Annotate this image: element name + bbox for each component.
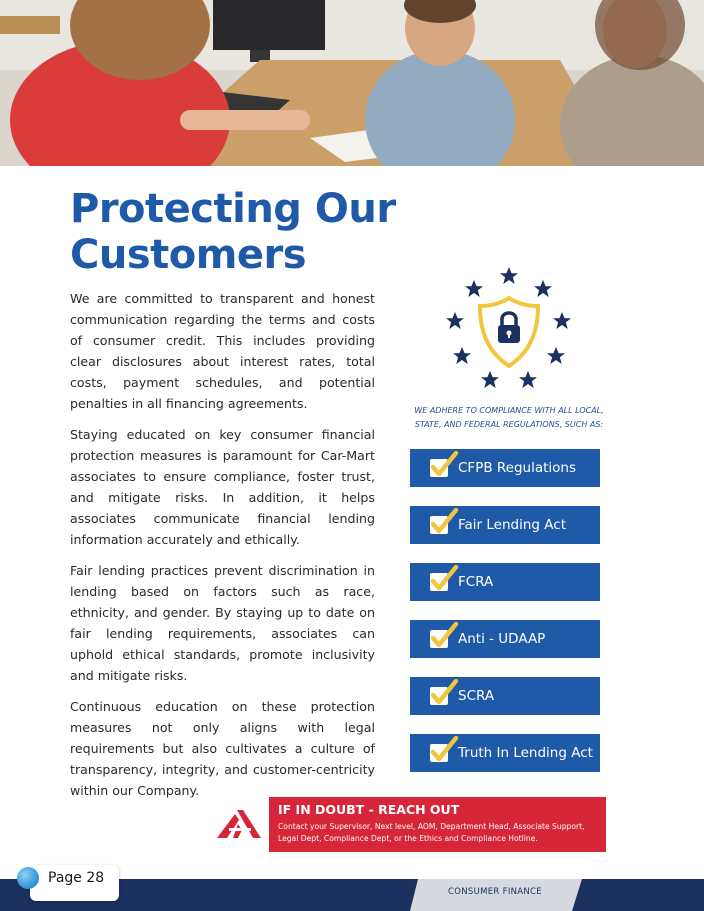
- compliance-heading-line2: STATE, AND FEDERAL REGULATIONS, SUCH AS:: [414, 420, 604, 429]
- paragraph: Fair lending practices prevent discrimination in lending based on factors such as race, ethnicity, and gender. By staying up to date on fair lending requirements, associates can uphold ethical standards, promote inclusivity and mitigate risks.: [70, 563, 375, 683]
- checkbox-check-icon: [427, 622, 459, 654]
- paragraph: Continuous education on these protection measures not only aligns with legal requirements but also cultivates a culture of transparency, integrity, and customer-centricity within our Company.: [70, 699, 375, 798]
- reach-out-text: Contact your Supervisor, Next level, AOM, Department Head, Associate Support, Legal Dept, Compliance Dept, or the Ethics and Compliance Hotline.: [278, 822, 585, 843]
- checkbox-check-icon: [427, 736, 459, 768]
- footer-section-label: CONSUMER FINANCE: [448, 887, 542, 897]
- shield-lock-stars-icon: [440, 262, 578, 394]
- regulation-item: [410, 677, 600, 715]
- paragraph: We are committed to transparent and honest communication regarding the terms and costs of consumer credit. This includes providing clear disclosures about interest rates, total costs, payment schedules, and potential penalties in all financing agreements.: [70, 291, 375, 411]
- regulation-item: [410, 449, 600, 487]
- page-title-line1: Protecting Our: [70, 186, 396, 232]
- regulation-label: Truth In Lending Act: [458, 745, 593, 761]
- regulation-label: FCRA: [458, 574, 494, 590]
- regulation-label: Fair Lending Act: [458, 517, 566, 533]
- page-title-line2: Customers: [70, 232, 307, 278]
- checkbox-check-icon: [427, 679, 459, 711]
- compliance-heading: [414, 404, 604, 432]
- regulation-item: [410, 563, 600, 601]
- regulation-item: [410, 506, 600, 544]
- page-dot-icon: [17, 867, 39, 889]
- body-text: [70, 288, 375, 811]
- checkbox-check-icon: [427, 451, 459, 483]
- compliance-heading-line1: WE ADHERE TO COMPLIANCE WITH ALL LOCAL,: [414, 406, 604, 415]
- regulation-item: [410, 620, 600, 658]
- page-number: Page 28: [48, 870, 105, 886]
- car-mart-logo-icon: [215, 808, 263, 840]
- regulation-label: Anti - UDAAP: [458, 631, 546, 647]
- checkbox-check-icon: [427, 565, 459, 597]
- hero-photo: [0, 0, 704, 166]
- regulation-list: [410, 449, 600, 791]
- reach-out-title: IF IN DOUBT - REACH OUT: [278, 802, 460, 817]
- paragraph: Staying educated on key consumer financial protection measures is paramount for Car-Mart associates to ensure compliance, foster trust, and mitigate risks. In addition, it helps associates communicate financial lending information accurately and ethically.: [70, 427, 375, 547]
- regulation-label: SCRA: [458, 688, 495, 704]
- page-title: [70, 186, 400, 278]
- regulation-label: CFPB Regulations: [458, 460, 577, 476]
- checkbox-check-icon: [427, 508, 459, 540]
- reach-out-banner: [269, 797, 606, 852]
- regulation-item: [410, 734, 600, 772]
